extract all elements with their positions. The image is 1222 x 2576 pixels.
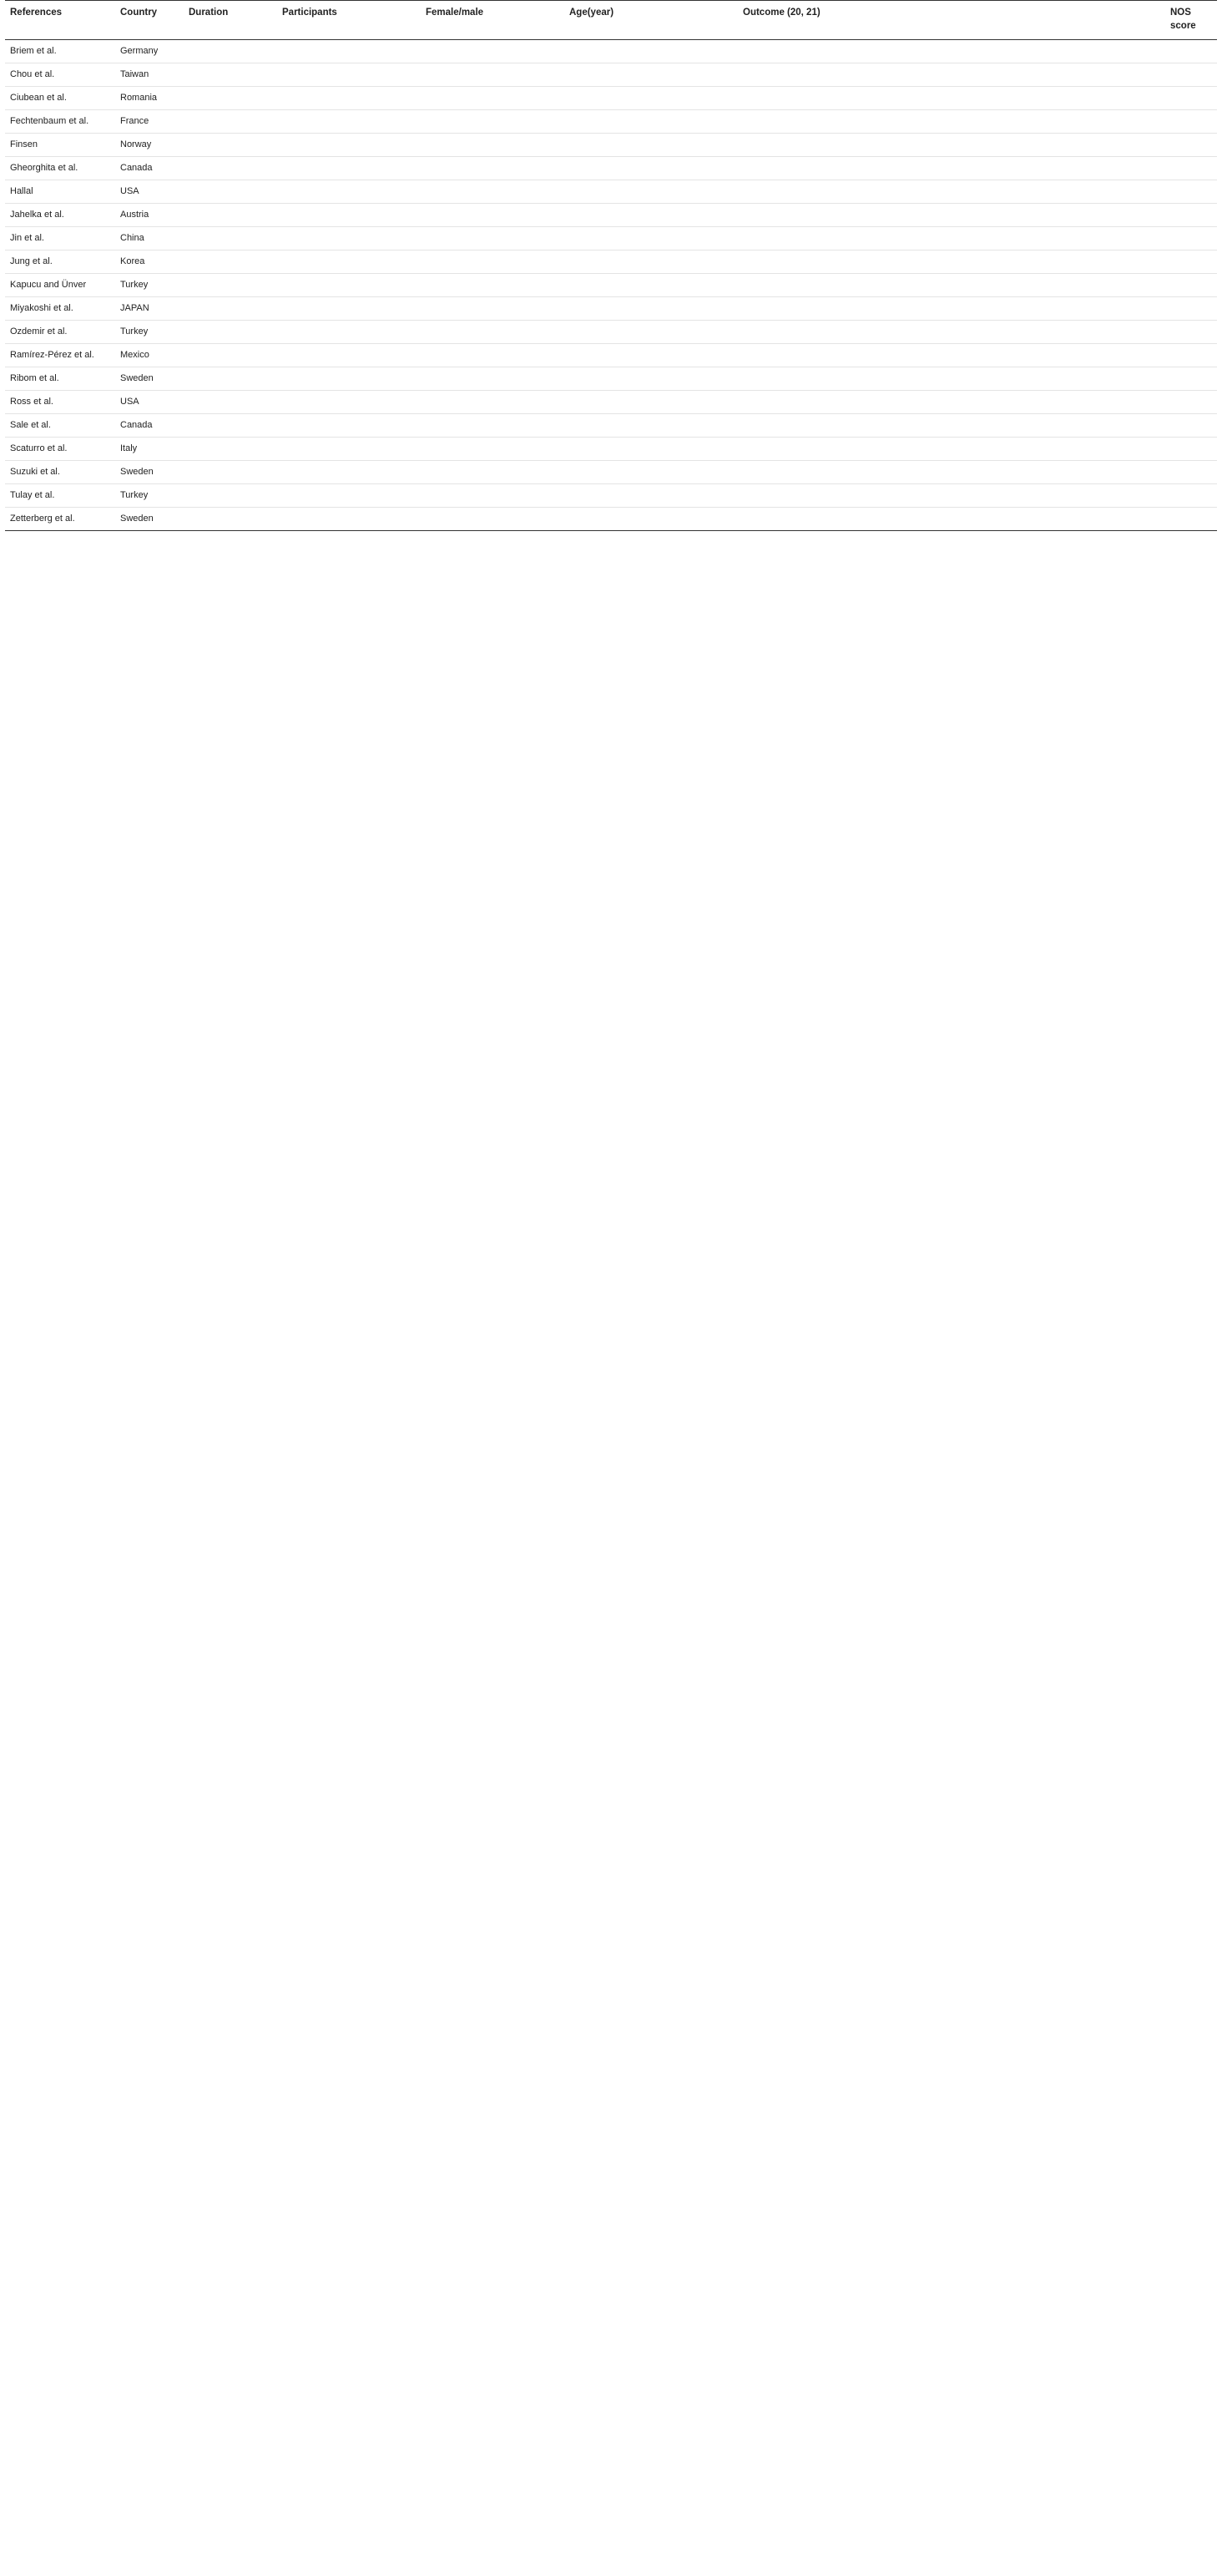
cell-empty — [738, 274, 1165, 297]
cell-empty — [421, 274, 564, 297]
header-participants: Participants — [277, 1, 421, 40]
cell-empty — [421, 40, 564, 63]
cell-country: Turkey — [115, 321, 184, 344]
table-row — [5, 367, 1217, 391]
cell-ref: Jahelka et al. — [5, 204, 115, 227]
cell-empty — [421, 461, 564, 484]
cell-empty — [184, 157, 277, 180]
cell-empty — [277, 40, 421, 63]
cell-empty — [421, 344, 564, 367]
cell-empty — [564, 110, 738, 134]
cell-country: Korea — [115, 251, 184, 274]
cell-ref: Jin et al. — [5, 227, 115, 251]
cell-empty — [1165, 344, 1217, 367]
cell-empty — [421, 227, 564, 251]
cell-empty — [564, 344, 738, 367]
cell-empty — [1165, 508, 1217, 531]
cell-empty — [421, 297, 564, 321]
cell-ref: Ozdemir et al. — [5, 321, 115, 344]
cell-empty — [738, 484, 1165, 508]
cell-empty — [564, 438, 738, 461]
cell-empty — [1165, 227, 1217, 251]
cell-empty — [1165, 391, 1217, 414]
table-row — [5, 110, 1217, 134]
cell-empty — [564, 297, 738, 321]
cell-empty — [564, 508, 738, 531]
cell-empty — [421, 414, 564, 438]
cell-empty — [184, 438, 277, 461]
cell-ref: Sale et al. — [5, 414, 115, 438]
cell-empty — [277, 414, 421, 438]
cell-empty — [277, 227, 421, 251]
cell-ref: Ramírez-Pérez et al. — [5, 344, 115, 367]
cell-empty — [738, 40, 1165, 63]
cell-ref: Tulay et al. — [5, 484, 115, 508]
cell-empty — [277, 461, 421, 484]
header-duration: Duration — [184, 1, 277, 40]
cell-country: China — [115, 227, 184, 251]
cell-ref: Finsen — [5, 134, 115, 157]
cell-empty — [277, 204, 421, 227]
cell-country: Norway — [115, 134, 184, 157]
cell-empty — [738, 297, 1165, 321]
cell-empty — [421, 251, 564, 274]
cell-empty — [421, 391, 564, 414]
cell-empty — [1165, 110, 1217, 134]
cell-empty — [184, 484, 277, 508]
cell-empty — [277, 321, 421, 344]
cell-empty — [564, 157, 738, 180]
cell-empty — [277, 484, 421, 508]
table-row — [5, 508, 1217, 531]
cell-empty — [421, 87, 564, 110]
cell-ref: Miyakoshi et al. — [5, 297, 115, 321]
cell-empty — [184, 274, 277, 297]
cell-empty — [564, 87, 738, 110]
cell-empty — [1165, 180, 1217, 204]
cell-country: Turkey — [115, 484, 184, 508]
table-row — [5, 344, 1217, 367]
cell-ref: Ciubean et al. — [5, 87, 115, 110]
cell-empty — [277, 63, 421, 87]
cell-empty — [184, 87, 277, 110]
table-container — [0, 0, 1222, 531]
cell-empty — [421, 438, 564, 461]
cell-empty — [1165, 63, 1217, 87]
cell-empty — [738, 204, 1165, 227]
cell-empty — [1165, 134, 1217, 157]
table-row — [5, 438, 1217, 461]
cell-empty — [277, 134, 421, 157]
table-row — [5, 63, 1217, 87]
cell-country: Romania — [115, 87, 184, 110]
cell-empty — [421, 508, 564, 531]
cell-country: Mexico — [115, 344, 184, 367]
cell-empty — [1165, 367, 1217, 391]
cell-empty — [1165, 321, 1217, 344]
cell-empty — [421, 180, 564, 204]
cell-empty — [277, 367, 421, 391]
cell-empty — [564, 40, 738, 63]
cell-country: Taiwan — [115, 63, 184, 87]
cell-country: JAPAN — [115, 297, 184, 321]
cell-ref: Scaturro et al. — [5, 438, 115, 461]
table-header-row — [5, 1, 1217, 40]
cell-empty — [564, 63, 738, 87]
cell-empty — [184, 508, 277, 531]
cell-empty — [738, 367, 1165, 391]
cell-empty — [1165, 414, 1217, 438]
cell-empty — [184, 180, 277, 204]
cell-ref: Suzuki et al. — [5, 461, 115, 484]
cell-empty — [738, 321, 1165, 344]
cell-empty — [1165, 297, 1217, 321]
cell-empty — [564, 274, 738, 297]
table-row — [5, 180, 1217, 204]
cell-empty — [1165, 87, 1217, 110]
cell-empty — [738, 227, 1165, 251]
cell-ref: Chou et al. — [5, 63, 115, 87]
table-row — [5, 414, 1217, 438]
cell-empty — [277, 438, 421, 461]
cell-empty — [277, 87, 421, 110]
header-nos-score: NOS score — [1165, 1, 1217, 40]
cell-ref: Ross et al. — [5, 391, 115, 414]
cell-empty — [1165, 274, 1217, 297]
table-row — [5, 227, 1217, 251]
table-row — [5, 40, 1217, 63]
cell-empty — [564, 461, 738, 484]
cell-empty — [738, 461, 1165, 484]
cell-empty — [421, 367, 564, 391]
cell-country: Turkey — [115, 274, 184, 297]
cell-ref: Hallal — [5, 180, 115, 204]
table-row — [5, 461, 1217, 484]
cell-empty — [421, 321, 564, 344]
cell-empty — [184, 461, 277, 484]
table-row — [5, 297, 1217, 321]
cell-empty — [184, 344, 277, 367]
cell-country: Sweden — [115, 461, 184, 484]
table-row — [5, 134, 1217, 157]
cell-empty — [738, 414, 1165, 438]
cell-empty — [564, 484, 738, 508]
cell-empty — [738, 134, 1165, 157]
cell-empty — [1165, 484, 1217, 508]
cell-empty — [277, 274, 421, 297]
cell-empty — [738, 157, 1165, 180]
cell-empty — [421, 484, 564, 508]
cell-empty — [277, 508, 421, 531]
cell-empty — [738, 391, 1165, 414]
cell-country: USA — [115, 180, 184, 204]
cell-country: Canada — [115, 157, 184, 180]
cell-empty — [564, 134, 738, 157]
table-row — [5, 391, 1217, 414]
cell-country: Austria — [115, 204, 184, 227]
cell-ref: Briem et al. — [5, 40, 115, 63]
cell-country: Germany — [115, 40, 184, 63]
cell-empty — [421, 134, 564, 157]
cell-country: France — [115, 110, 184, 134]
cell-empty — [564, 227, 738, 251]
cell-ref: Fechtenbaum et al. — [5, 110, 115, 134]
cell-ref: Zetterberg et al. — [5, 508, 115, 531]
cell-ref: Kapucu and Ünver — [5, 274, 115, 297]
cell-empty — [738, 110, 1165, 134]
cell-empty — [1165, 40, 1217, 63]
cell-empty — [184, 321, 277, 344]
cell-empty — [277, 297, 421, 321]
cell-empty — [1165, 461, 1217, 484]
table-row — [5, 204, 1217, 227]
cell-empty — [184, 367, 277, 391]
cell-empty — [277, 180, 421, 204]
cell-empty — [738, 180, 1165, 204]
cell-empty — [184, 391, 277, 414]
cell-country: Sweden — [115, 508, 184, 531]
cell-country: USA — [115, 391, 184, 414]
table-row — [5, 484, 1217, 508]
cell-empty — [184, 414, 277, 438]
cell-empty — [564, 204, 738, 227]
cell-empty — [564, 391, 738, 414]
cell-empty — [184, 63, 277, 87]
table-row — [5, 274, 1217, 297]
cell-empty — [184, 204, 277, 227]
cell-empty — [1165, 438, 1217, 461]
cell-empty — [738, 87, 1165, 110]
header-references: References — [5, 1, 115, 40]
cell-empty — [277, 344, 421, 367]
cell-empty — [564, 367, 738, 391]
cell-empty — [1165, 251, 1217, 274]
references-table — [5, 0, 1217, 531]
cell-empty — [738, 63, 1165, 87]
header-female-male: Female/male — [421, 1, 564, 40]
cell-country: Canada — [115, 414, 184, 438]
cell-empty — [421, 204, 564, 227]
cell-country: Sweden — [115, 367, 184, 391]
cell-empty — [277, 391, 421, 414]
cell-ref: Jung et al. — [5, 251, 115, 274]
cell-empty — [564, 251, 738, 274]
cell-empty — [184, 40, 277, 63]
table-row — [5, 321, 1217, 344]
cell-country: Italy — [115, 438, 184, 461]
cell-empty — [564, 414, 738, 438]
cell-empty — [184, 227, 277, 251]
cell-empty — [184, 251, 277, 274]
cell-empty — [421, 63, 564, 87]
cell-empty — [1165, 157, 1217, 180]
table-row — [5, 87, 1217, 110]
cell-empty — [738, 438, 1165, 461]
cell-empty — [564, 180, 738, 204]
cell-ref: Ribom et al. — [5, 367, 115, 391]
cell-empty — [277, 110, 421, 134]
cell-ref: Gheorghita et al. — [5, 157, 115, 180]
cell-empty — [421, 110, 564, 134]
cell-empty — [184, 297, 277, 321]
cell-empty — [738, 344, 1165, 367]
table-body — [5, 40, 1217, 531]
table-row — [5, 157, 1217, 180]
cell-empty — [564, 321, 738, 344]
header-age: Age(year) — [564, 1, 738, 40]
cell-empty — [421, 157, 564, 180]
cell-empty — [184, 110, 277, 134]
cell-empty — [1165, 204, 1217, 227]
header-country: Country — [115, 1, 184, 40]
cell-empty — [277, 251, 421, 274]
header-outcome: Outcome (20, 21) — [738, 1, 1165, 40]
cell-empty — [738, 251, 1165, 274]
cell-empty — [738, 508, 1165, 531]
cell-empty — [277, 157, 421, 180]
table-row — [5, 251, 1217, 274]
cell-empty — [184, 134, 277, 157]
